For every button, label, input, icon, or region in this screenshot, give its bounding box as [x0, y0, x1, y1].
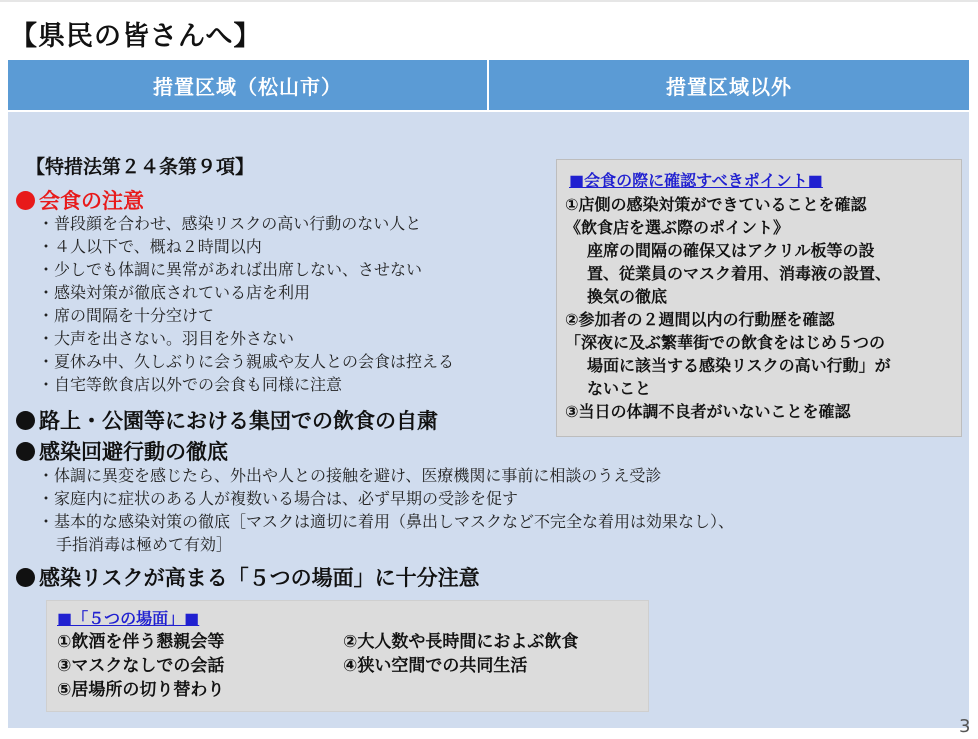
section-title: 【特措法第２４条第９項】: [26, 156, 255, 178]
bullet-circle-icon: [16, 411, 35, 430]
scene-item: ①飲酒を伴う懇親会等: [57, 632, 225, 652]
scene-item: ③マスクなしでの会話: [57, 656, 225, 676]
checkpoints-title: ■会食の際に確認すべきポイント■: [569, 171, 823, 190]
list-item: ・ 自宅等飲食店以外での会食も同様に注意: [38, 373, 454, 396]
scene-item: ②大人数や長時間におよぶ飲食: [343, 632, 579, 652]
checkpoint-2: ②参加者の２週間以内の行動歴を確認: [565, 310, 835, 329]
street-eating-heading-text: 路上・公園等における集団での飲食の自粛: [39, 409, 438, 433]
page-title: 【県民の皆さんへ】: [10, 21, 262, 52]
list-item: ・ ４人以下で、概ね２時間以内: [38, 235, 454, 258]
bullet-circle-icon: [16, 442, 35, 461]
list-item: ・ 体調に異変を感じたら、外出や人との接触を避け、医療機関に事前に相談のうえ受診: [38, 464, 734, 487]
five-scenes-heading-text: 感染リスクが高まる「５つの場面」に十分注意: [39, 566, 480, 590]
page-number: 3: [959, 716, 971, 737]
dinner-checkpoints-box: [556, 159, 962, 437]
bullet-circle-icon: [16, 191, 35, 210]
list-item: ・ 大声を出さない。羽目を外さない: [38, 327, 454, 350]
street-eating-heading: [16, 405, 438, 435]
checkpoint-2-detail: ないこと: [587, 379, 652, 398]
five-scenes-box: [46, 600, 649, 712]
header-measure-area: 措置区域（松山市）: [8, 60, 487, 110]
scene-item: ④狭い空間での共同生活: [343, 656, 528, 676]
checkpoint-1-detail: 換気の徹底: [587, 287, 668, 306]
top-divider: [0, 0, 978, 2]
list-item-continuation: 手指消毒は極めて有効］: [56, 535, 233, 554]
five-scenes-heading: [16, 562, 480, 592]
header-outside-area: 措置区域以外: [489, 60, 969, 110]
list-item: ・ 家庭内に症状のある人が複数いる場合は、必ず早期の受診を促す: [38, 487, 734, 510]
avoidance-list: [38, 464, 734, 556]
list-item: ・ 席の間隔を十分空けて: [38, 304, 454, 327]
list-item: ・ 普段顔を合わせ、感染リスクの高い行動のない人と: [38, 212, 454, 235]
checkpoint-1-detail: 置、従業員のマスク着用、消毒液の設置、: [587, 264, 892, 283]
dinner-caution-list: [38, 212, 454, 396]
checkpoint-3: ③当日の体調不良者がいないことを確認: [565, 402, 851, 421]
list-item: ・ 夏休み中、久しぶりに会う親戚や友人との会食は控える: [38, 350, 454, 373]
list-item: ・ 少しでも体調に異常があれば出席しない、させない: [38, 258, 454, 281]
dinner-caution-heading-text: 会食の注意: [39, 189, 144, 213]
checkpoint-1-detail: 座席の間隔の確保又はアクリル板等の設: [587, 241, 875, 260]
checkpoint-1: ①店側の感染対策ができていることを確認: [565, 195, 867, 214]
checkpoint-1-subtitle: 《飲食店を選ぶ際のポイント》: [565, 218, 790, 237]
five-scenes-grid: [57, 630, 638, 702]
five-scenes-title: ■「５つの場面」■: [57, 609, 200, 628]
checkpoint-2-detail: 場面に該当する感染リスクの高い行動」が: [587, 356, 891, 375]
list-item: ・ 基本的な感染対策の徹底［マスクは適切に着用（鼻出しマスクなど不完全な着用は効果なし）、: [38, 510, 734, 533]
checkpoint-2-detail: 「深夜に及ぶ繁華街での飲食をはじめ５つの: [565, 333, 886, 352]
dinner-caution-heading: [16, 185, 144, 215]
avoidance-heading-text: 感染回避行動の徹底: [39, 440, 228, 464]
scene-item: ⑤居場所の切り替わり: [57, 680, 225, 700]
avoidance-heading: [16, 436, 228, 466]
bullet-circle-icon: [16, 568, 35, 587]
list-item: ・ 感染対策が徹底されている店を利用: [38, 281, 454, 304]
